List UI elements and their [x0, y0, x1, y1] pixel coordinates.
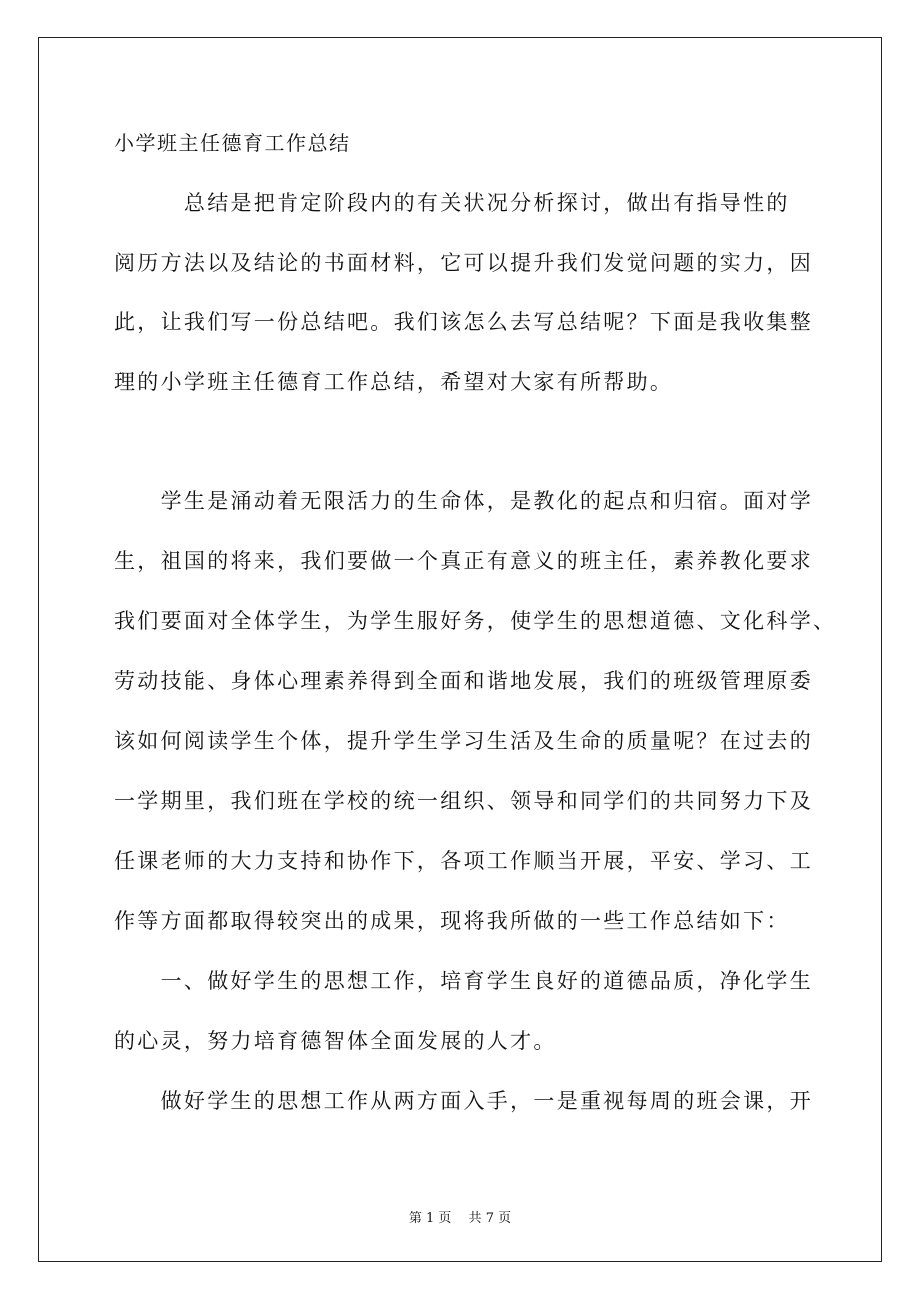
document-title: 小学班主任德育工作总结 — [114, 131, 351, 155]
page-border — [38, 37, 882, 1262]
paragraph-line: 该如何阅读学生个体，提升学生学习生活及生命的质量呢？在过去的 — [114, 729, 813, 753]
paragraph-line: 此，让我们写一份总结吧。我们该怎么去写总结呢？下面是我收集整 — [114, 310, 813, 334]
paragraph-line: 任课老师的大力支持和协作下，各项工作顺当开展，平安、学习、工 — [114, 849, 813, 873]
paragraph-line: 劳动技能、身体心理素养得到全面和谐地发展，我们的班级管理原委 — [114, 669, 813, 693]
paragraph-line: 一、做好学生的思想工作，培育学生良好的道德品质，净化学生 — [114, 969, 813, 993]
paragraph-line: 的心灵，努力培育德智体全面发展的人才。 — [114, 1029, 557, 1053]
paragraph-line: 总结是把肯定阶段内的有关状况分析探讨，做出有指导性的 — [114, 191, 790, 215]
paragraph-line: 做好学生的思想工作从两方面入手，一是重视每周的班会课，开 — [114, 1089, 813, 1113]
paragraph-line: 我们要面对全体学生，为学生服好务，使学生的思想道德、文化科学、 — [114, 609, 837, 633]
page-footer: 第 1 页 共 7 页 — [408, 1211, 512, 1226]
paragraph-line: 学生是涌动着无限活力的生命体，是教化的起点和归宿。面对学 — [114, 489, 813, 513]
paragraph-line: 作等方面都取得较突出的成果，现将我所做的一些工作总结如下： — [114, 909, 790, 933]
paragraph-line: 一学期里，我们班在学校的统一组织、领导和同学们的共同努力下及 — [114, 789, 813, 813]
paragraph-line: 生，祖国的将来，我们要做一个真正有意义的班主任，素养教化要求 — [114, 549, 813, 573]
paragraph-line: 阅历方法以及结论的书面材料，它可以提升我们发觉问题的实力，因 — [114, 251, 813, 275]
paragraph-line: 理的小学班主任德育工作总结，希望对大家有所帮助。 — [114, 370, 674, 394]
